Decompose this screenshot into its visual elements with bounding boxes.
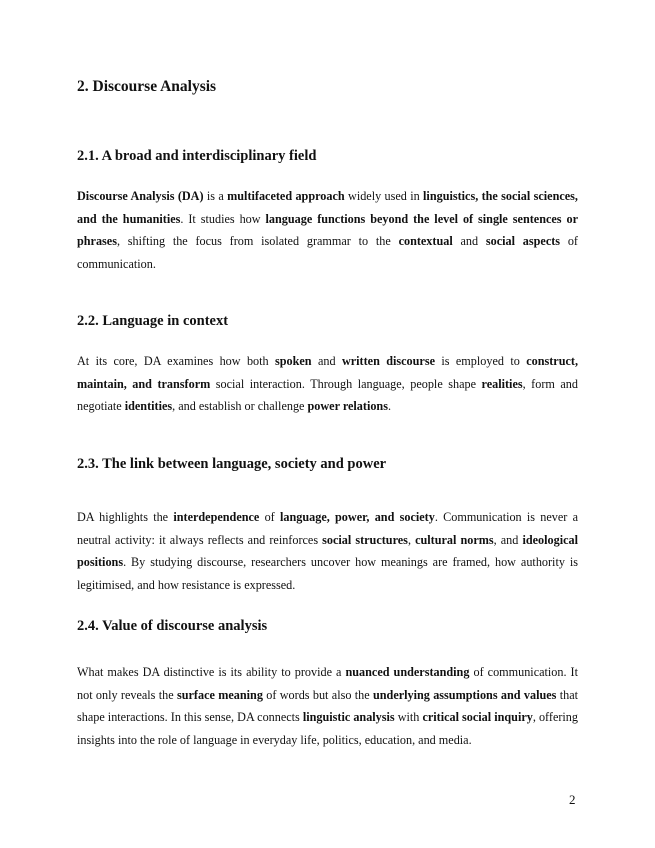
bold-term: linguistic analysis xyxy=(302,710,395,724)
bold-term: language, power, and society xyxy=(280,510,435,524)
text-run: widely used in xyxy=(344,189,424,203)
bold-term: nuanced understanding xyxy=(345,665,470,679)
bold-term: social aspects xyxy=(485,234,561,248)
text-run: . xyxy=(387,399,392,413)
bold-term: surface meaning xyxy=(176,687,263,702)
text-run: , and xyxy=(493,532,523,547)
bold-term: spoken xyxy=(275,354,312,368)
text-run: of xyxy=(259,510,280,524)
text-run: , shifting the focus from isolated grammar to the xyxy=(116,234,399,248)
text-run: is employed to xyxy=(435,354,527,368)
section-paragraph-2-2 xyxy=(77,350,578,418)
bold-term: social structures xyxy=(322,532,408,547)
section-heading-2-4: 2.4. Value of discourse analysis xyxy=(77,618,268,634)
page-title: 2. Discourse Analysis xyxy=(77,78,217,95)
bold-term: realities xyxy=(481,376,523,391)
bold-term: ideological positions xyxy=(77,532,578,569)
text-run: with xyxy=(394,710,423,724)
bold-term: identities xyxy=(124,399,173,413)
bold-term: power relations xyxy=(307,399,388,413)
text-run: and xyxy=(452,234,486,248)
section-paragraph-2-1 xyxy=(77,185,578,275)
bold-term: Discourse Analysis (DA) xyxy=(77,189,204,203)
text-run: , and establish or challenge xyxy=(172,399,308,413)
text-run: , xyxy=(407,532,416,547)
text-run: . It studies how xyxy=(180,211,266,226)
section-heading-2-2: 2.2. Language in context xyxy=(77,313,229,329)
bold-term: language functions beyond the level of single sentences or phrases xyxy=(77,211,578,248)
text-run: . By studying discourse, researchers uncover how meanings are framed, how authority is legitimised, and how resistance is expressed. xyxy=(77,555,578,592)
bold-term: underlying assumptions and values xyxy=(372,687,557,702)
bold-term: multifaceted approach xyxy=(227,189,345,203)
text-run: of words but also the xyxy=(262,687,373,702)
section-heading-2-1: 2.1. A broad and interdisciplinary field xyxy=(77,148,317,164)
text-run: and xyxy=(311,354,342,368)
text-run: is a xyxy=(203,189,228,203)
text-run: , form and negotiate xyxy=(77,376,578,413)
text-run: of communication. xyxy=(77,234,578,271)
text-run: . Communication is never a neutral activity: it always reflects and reinforces xyxy=(77,510,579,547)
text-run: At its core, DA examines how both xyxy=(77,354,275,368)
text-run: that shape interactions. In this sense, DA connects xyxy=(77,687,579,724)
bold-term: cultural norms xyxy=(415,532,494,547)
text-run: , offering insights into the role of language in everyday life, politics, education, and media. xyxy=(77,710,578,747)
text-run: DA highlights the xyxy=(77,510,174,524)
bold-term: critical social inquiry xyxy=(422,710,533,724)
bold-term: contextual xyxy=(398,234,453,248)
bold-term: linguistics, the social sciences, and the humanities xyxy=(77,189,578,226)
bold-term: interdependence xyxy=(173,510,260,524)
bold-term: construct, maintain, and transform xyxy=(77,354,578,391)
bold-term: written discourse xyxy=(341,354,435,368)
text-run: of communication. It not only reveals the xyxy=(77,665,579,702)
section-paragraph-2-3 xyxy=(77,506,578,596)
text-run: social interaction. Through language, people shape xyxy=(210,376,482,391)
section-paragraph-2-4 xyxy=(77,661,578,751)
page-number: 2 xyxy=(569,792,576,807)
section-heading-2-3: 2.3. The link between language, society and power xyxy=(77,456,387,472)
text-run: What makes DA distinctive is its ability to provide a xyxy=(77,665,346,679)
